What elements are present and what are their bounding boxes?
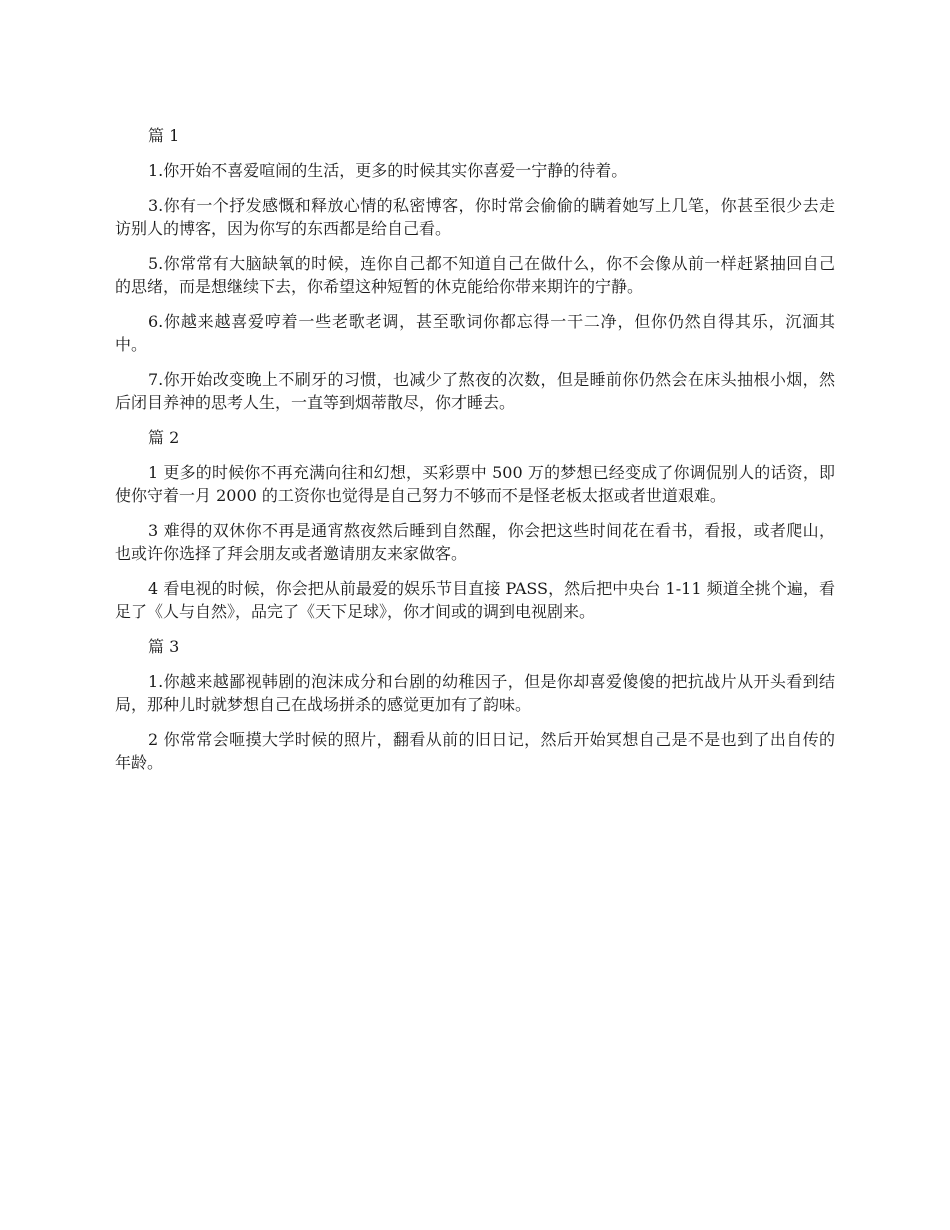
section-3-paragraph-2: 2 你常常会咂摸大学时候的照片，翻看从前的旧日记，然后开始冥想自己是不是也到了出自传的年龄。 [115, 730, 835, 772]
section-1-heading: 篇 1 [148, 126, 180, 145]
section-1-paragraph-2: 3.你有一个抒发感慨和释放心情的私密博客，你时常会偷偷的瞒着她写上几笔，你甚至很少去走访别人的博客，因为你写的东西都是给自己看。 [115, 196, 835, 238]
section-1-paragraph-5: 7.你开始改变晚上不刷牙的习惯，也减少了熬夜的次数，但是睡前你仍然会在床头抽根小烟，然后闭目养神的思考人生，一直等到烟蒂散尽，你才睡去。 [115, 370, 835, 412]
section-2-paragraph-2: 3 难得的双休你不再是通宵熬夜然后睡到自然醒，你会把这些时间花在看书，看报，或者爬山，也或许你选择了拜会朋友或者邀请朋友来家做客。 [115, 521, 835, 563]
document-body [115, 124, 835, 786]
section-2-paragraph-3: 4 看电视的时候，你会把从前最爱的娱乐节目直接 PASS，然后把中央台 1-11 频道全挑个遍，看足了《人与自然》，品完了《天下足球》，你才间或的调到电视剧来。 [115, 579, 835, 621]
section-1-paragraph-1: 1.你开始不喜爱喧闹的生活，更多的时候其实你喜爱一宁静的待着。 [148, 161, 628, 180]
section-3-paragraph-1: 1.你越来越鄙视韩剧的泡沫成分和台剧的幼稚因子，但是你却喜爱傻傻的把抗战片从开头看到结局，那种儿时就梦想自己在战场拼杀的感觉更加有了韵味。 [115, 672, 835, 714]
section-1-paragraph-3: 5.你常常有大脑缺氧的时候，连你自己都不知道自己在做什么，你不会像从前一样赶紧抽回自己的思绪，而是想继续下去，你希望这种短暂的休克能给你带来期许的宁静。 [115, 254, 835, 296]
section-1-paragraph-4: 6.你越来越喜爱哼着一些老歌老调，甚至歌词你都忘得一干二净，但你仍然自得其乐，沉湎其中。 [115, 312, 835, 354]
section-2-paragraph-1: 1 更多的时候你不再充满向往和幻想，买彩票中 500 万的梦想已经变成了你调侃别人的话资，即使你守着一月 2000 的工资你也觉得是自己努力不够而不是怪老板太抠或者世道艰难。 [115, 463, 835, 505]
section-3-heading: 篇 3 [148, 637, 180, 656]
section-2-heading: 篇 2 [148, 428, 180, 447]
